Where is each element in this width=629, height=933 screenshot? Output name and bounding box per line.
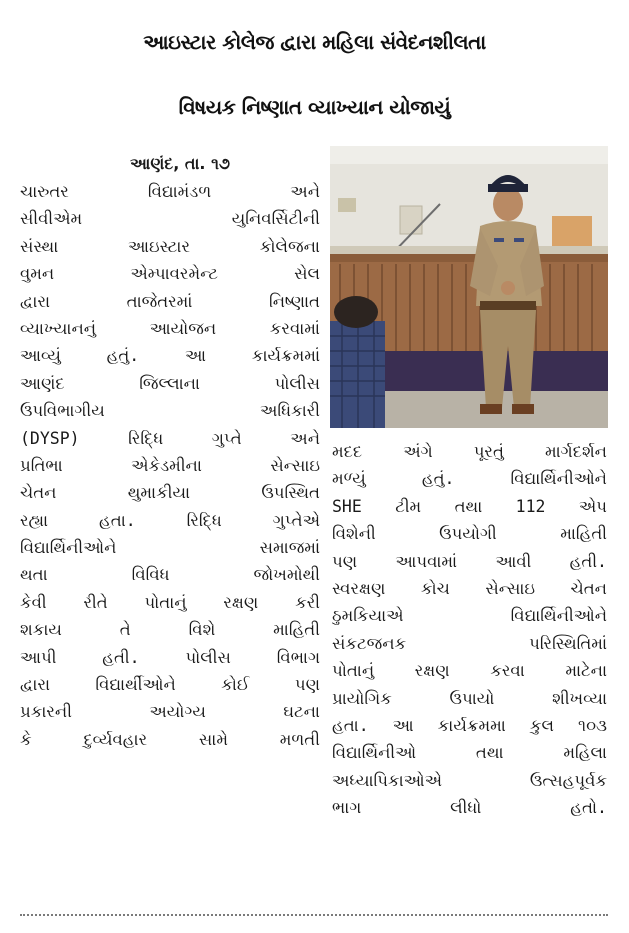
- article-line: SHE ટીમ તથા 112 એપ: [332, 496, 607, 516]
- article-line: આણંદ જિલ્લાના પોલીસ: [20, 373, 320, 393]
- article-line: ચેતન થુમાકીયા ઉપસ્થિત: [20, 483, 320, 503]
- article-line: સીવીએમ યુનિવર્સિટીની: [20, 209, 320, 229]
- article-line: થતા વિવિધ જોખમોથી: [20, 565, 320, 585]
- article-line: રહ્યા હતા. રિદ્ધિ ગુપ્તેએ: [20, 510, 320, 530]
- dateline: આણંદ, તા. ૧૭: [130, 154, 231, 173]
- article-line: પોતાનું રક્ષણ કરવા માટેના: [332, 661, 607, 681]
- article-line: પ્રતિભા એકેડમીના સેન્સાઇ: [20, 455, 320, 475]
- article-left-column: [20, 178, 320, 753]
- article-line: વુમન એમ્પાવરમેન્ટ સેલ: [20, 264, 320, 284]
- article-line: સ્વરક્ષણ કોચ સેન્સાઇ ચેતન: [332, 578, 607, 598]
- article-line: મદદ અંગે પૂરતું માર્ગદર્શન: [332, 442, 607, 461]
- article-line: કે દુર્વ્યવહાર સામે મળતી: [20, 729, 320, 749]
- article-line: મળ્યું હતું. વિદ્યાર્થિનીઓને: [332, 469, 607, 489]
- article-line: શકાય તે વિશે માહિતી: [20, 620, 320, 640]
- photo-illustration: [330, 146, 608, 428]
- article-line: પ્રાયોગિક ઉપાયો શીખવ્યા: [332, 688, 607, 708]
- article-line: કેવી રીતે પોતાનું રક્ષણ કરી: [20, 592, 320, 612]
- article-line: આવ્યું હતું. આ કાર્યક્રમમાં: [20, 346, 320, 366]
- article-line: પ્રકારની અયોગ્ય ઘટના: [20, 702, 320, 722]
- article-line: અધ્યાપિકાઓએ ઉત્સહપૂર્વક: [332, 770, 607, 790]
- headline-line-1: આઇસ્ટાર કોલેજ દ્વારા મહિલા સંવેદનશીલતા: [143, 30, 486, 54]
- article-line: દ્વારા તાજેતરમાં નિષ્ણાત: [20, 291, 320, 311]
- article-line: સંસ્થા આઇસ્ટાર કોલેજના: [20, 236, 320, 256]
- bottom-dotted-rule: [20, 914, 608, 916]
- article-line: આપી હતી. પોલીસ વિભાગ: [20, 647, 320, 667]
- article-right-column: [332, 438, 607, 821]
- article-line: હતા. આ કાર્યક્રમમા કુલ ૧૦૩: [332, 715, 607, 735]
- article-photo: [330, 146, 608, 428]
- article-line: વિદ્યાર્થિનીઓને સમાજમાં: [20, 538, 320, 558]
- article-line: ચારુતર વિદ્યામંડળ અને: [20, 182, 320, 201]
- headline-line-2: વિષયક નિષ્ણાત વ્યાખ્યાન યોજાયું: [178, 95, 451, 119]
- article-line: ઠુમકિયાએ વિદ્યાર્થિનીઓને: [332, 606, 607, 626]
- article-line: (DYSP) રિદ્ધિ ગુપ્તે અને: [20, 428, 320, 448]
- article-line: દ્વારા વિદ્યાર્થીઓને કોઈ પણ: [20, 675, 320, 695]
- article-line: સંકટજનક પરિસ્થિતિમાં: [332, 633, 607, 653]
- article-line: ઉપવિભાગીય અધિકારી: [20, 401, 320, 421]
- article-line: વ્યાખ્યાનનું આયોજન કરવામાં: [20, 318, 320, 338]
- article-line: વિશેની ઉપયોગી માહિતી: [332, 524, 607, 544]
- article-line: ભાગ લીધો હતો.: [332, 798, 607, 818]
- article-line: વિદ્યાર્થિનીઓ તથા મહિલા: [332, 743, 607, 763]
- article-line: પણ આપવામાં આવી હતી.: [332, 551, 607, 571]
